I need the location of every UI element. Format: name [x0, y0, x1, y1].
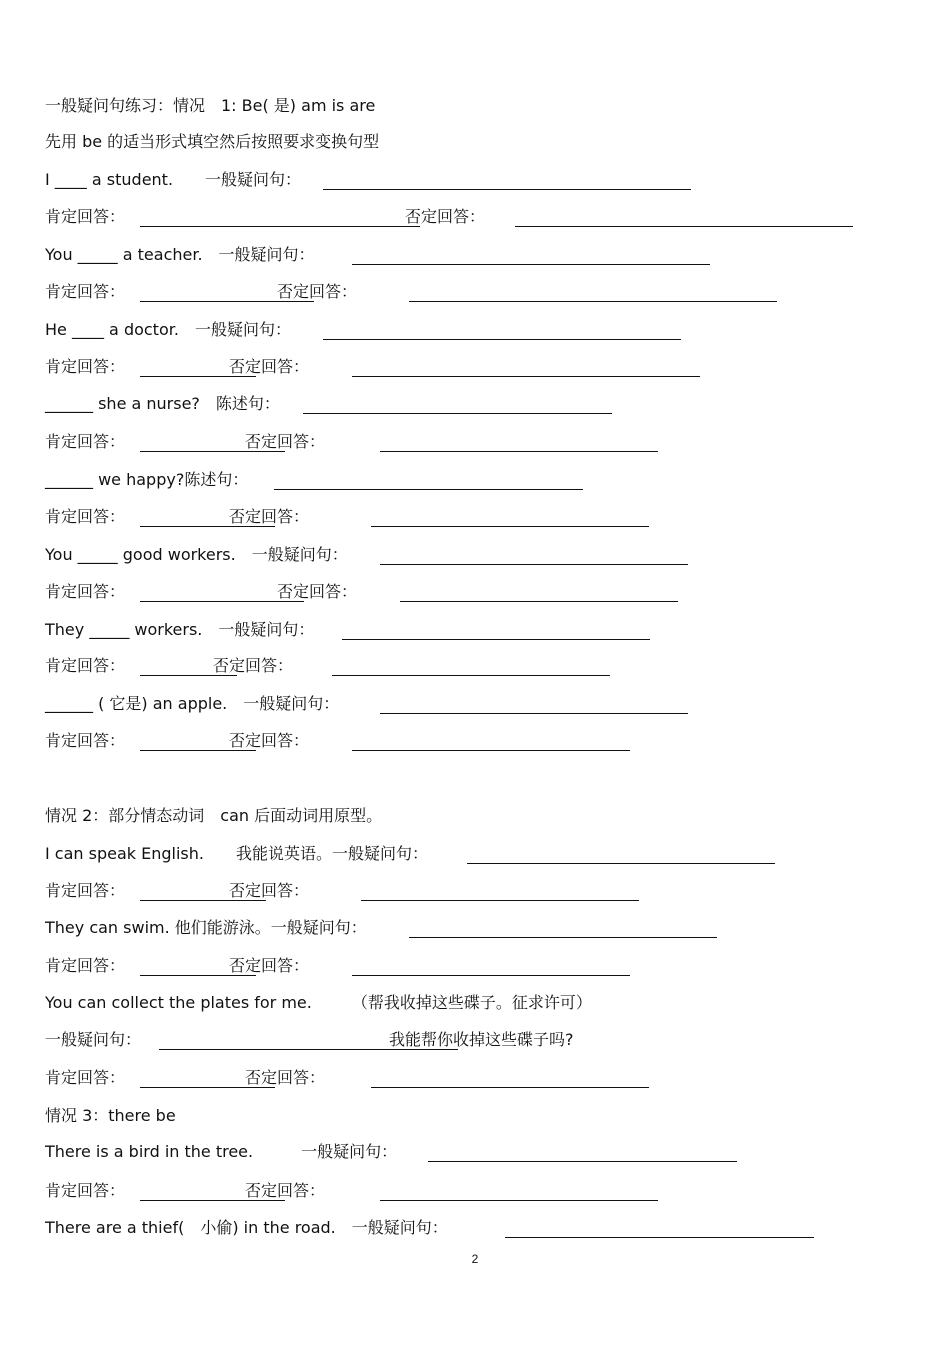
- answer-line: 肯定回答： 否定回答：: [45, 656, 294, 675]
- answer-line: 肯定回答： 否定回答：: [45, 956, 310, 975]
- exercise-line: You _____ a teacher. 一般疑问句：: [45, 245, 315, 264]
- worksheet-title: 一般疑问句练习：情况 1: Be( 是) am is are: [45, 96, 376, 115]
- answer-line: 肯定回答： 否定回答：: [45, 731, 310, 750]
- answer-blank[interactable]: [352, 264, 710, 265]
- answer-blank[interactable]: [140, 1087, 275, 1088]
- answer-blank[interactable]: [467, 863, 775, 864]
- answer-blank[interactable]: [140, 301, 314, 302]
- exercise-line: ______ we happy?陈述句：: [45, 470, 249, 489]
- answer-blank[interactable]: [332, 675, 610, 676]
- answer-blank[interactable]: [380, 564, 688, 565]
- exercise-line: There is a bird in the tree. 一般疑问句：: [45, 1142, 398, 1161]
- answer-blank[interactable]: [140, 750, 256, 751]
- answer-line: 肯定回答： 否定回答：: [45, 357, 310, 376]
- answer-line: 肯定回答： 否定回答：: [45, 1068, 326, 1087]
- answer-blank[interactable]: [274, 489, 583, 490]
- answer-blank[interactable]: [380, 451, 658, 452]
- answer-blank[interactable]: [140, 226, 420, 227]
- answer-blank[interactable]: [303, 413, 612, 414]
- section-heading: 情况 3：there be: [45, 1106, 176, 1125]
- exercise-line: You can collect the plates for me. （帮我收掉这些碟子。征求许可）: [45, 993, 592, 1012]
- answer-line: 肯定回答： 否定回答：: [45, 582, 358, 601]
- exercise-line: 一般疑问句： 我能帮你收掉这些碟子吗?: [45, 1030, 574, 1049]
- exercise-line: I ____ a student. 一般疑问句：: [45, 170, 302, 189]
- exercise-line: He ____ a doctor. 一般疑问句：: [45, 320, 291, 339]
- answer-blank[interactable]: [505, 1237, 814, 1238]
- answer-blank[interactable]: [323, 189, 691, 190]
- answer-blank[interactable]: [409, 937, 717, 938]
- answer-line: 肯定回答： 否定回答：: [45, 207, 486, 226]
- answer-blank[interactable]: [140, 451, 285, 452]
- exercise-line: You _____ good workers. 一般疑问句：: [45, 545, 348, 564]
- exercise-line: ______ she a nurse? 陈述句：: [45, 394, 280, 413]
- answer-blank[interactable]: [140, 900, 266, 901]
- answer-blank[interactable]: [371, 1087, 649, 1088]
- exercise-line: There are a thief( 小偷) in the road. 一般疑问句：: [45, 1218, 448, 1237]
- answer-blank[interactable]: [515, 226, 853, 227]
- answer-blank[interactable]: [323, 339, 681, 340]
- instruction-line: 先用 be 的适当形式填空然后按照要求变换句型: [45, 132, 380, 151]
- answer-blank[interactable]: [140, 675, 237, 676]
- answer-blank[interactable]: [352, 376, 700, 377]
- answer-blank[interactable]: [140, 376, 256, 377]
- answer-line: 肯定回答： 否定回答：: [45, 282, 358, 301]
- exercise-line: They _____ workers. 一般疑问句：: [45, 620, 315, 639]
- answer-line: 肯定回答： 否定回答：: [45, 1181, 326, 1200]
- answer-blank[interactable]: [409, 301, 777, 302]
- exercise-line: ______ ( 它是) an apple. 一般疑问句：: [45, 694, 340, 713]
- answer-blank[interactable]: [140, 601, 304, 602]
- answer-blank[interactable]: [400, 601, 678, 602]
- answer-blank[interactable]: [361, 900, 639, 901]
- answer-blank[interactable]: [380, 713, 688, 714]
- answer-blank[interactable]: [140, 1200, 285, 1201]
- answer-line: 肯定回答： 否定回答：: [45, 881, 310, 900]
- answer-blank[interactable]: [352, 750, 630, 751]
- answer-blank[interactable]: [159, 1049, 458, 1050]
- section-heading: 情况 2：部分情态动词 can 后面动词用原型。: [45, 806, 383, 825]
- answer-blank[interactable]: [140, 975, 256, 976]
- answer-line: 肯定回答： 否定回答：: [45, 432, 326, 451]
- answer-blank[interactable]: [380, 1200, 658, 1201]
- answer-line: 肯定回答： 否定回答：: [45, 507, 310, 526]
- page-number: 2: [471, 1252, 479, 1266]
- exercise-line: They can swim. 他们能游泳。一般疑问句：: [45, 918, 367, 937]
- answer-blank[interactable]: [352, 975, 630, 976]
- exercise-line: I can speak English. 我能说英语。一般疑问句：: [45, 844, 428, 863]
- answer-blank[interactable]: [342, 639, 650, 640]
- answer-blank[interactable]: [371, 526, 649, 527]
- answer-blank[interactable]: [428, 1161, 737, 1162]
- answer-blank[interactable]: [140, 526, 275, 527]
